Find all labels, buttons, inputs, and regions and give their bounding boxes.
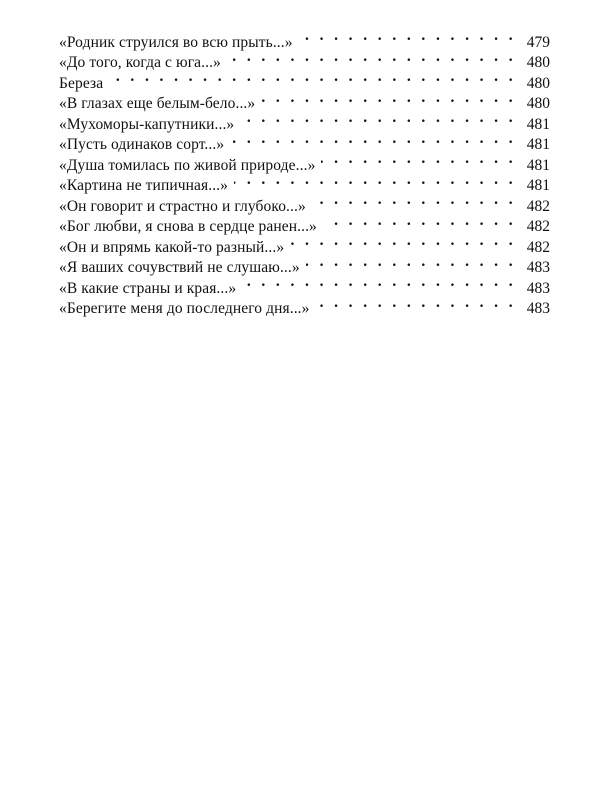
- toc-entry-page-number: 483: [526, 279, 550, 297]
- toc-entry-page-number: 481: [526, 136, 550, 153]
- dot-leader: [316, 293, 516, 314]
- toc-entry-title: «Мухоморы-капутники...»: [59, 115, 235, 133]
- toc-entry-page-number: 480: [526, 95, 550, 112]
- dot-leader: [230, 129, 516, 150]
- toc-entry-title: «Бог любви, я снова в сердце ранен...»: [59, 218, 317, 235]
- toc-entry-title: «В глазах еще белым-бело...»: [59, 95, 256, 112]
- toc-entry-title: «Он и впрямь какой-то разный...»: [59, 238, 285, 256]
- toc-entry-page-number: 481: [526, 177, 550, 194]
- toc-entry-page-number: 480: [526, 54, 550, 71]
- toc-entry-title: «Берегите меня до последнего дня...»: [59, 300, 310, 317]
- toc-entry: [59, 26, 550, 51]
- toc-entry-title: «Я ваших сочувствий не слушаю...»: [59, 259, 300, 276]
- toc-entry-title: «Картина не типичная...»: [59, 177, 229, 194]
- toc-entry-page-number: 482: [526, 238, 550, 256]
- toc-entry-page-number: 482: [526, 197, 550, 215]
- toc-entry-title: «До того, когда с юга...»: [59, 54, 221, 71]
- dot-leader: [323, 211, 516, 232]
- toc-entry-page-number: 480: [526, 74, 550, 92]
- dot-leader: [240, 108, 516, 129]
- dot-leader: [290, 231, 516, 252]
- dot-leader: [321, 149, 516, 170]
- toc-entry-page-number: 482: [526, 218, 550, 235]
- dot-leader: [312, 190, 516, 211]
- toc-entry-title: «Родник струился во всю прыть...»: [59, 33, 293, 51]
- toc-entry: [59, 67, 550, 92]
- dot-leader: [242, 272, 516, 293]
- dot-leader: [299, 26, 516, 47]
- table-of-contents-page: [59, 26, 550, 317]
- toc-entry-title: «Он говорит и страстно и глубоко...»: [59, 197, 306, 215]
- dot-leader: [234, 170, 516, 191]
- dot-leader: [227, 47, 516, 68]
- toc-entry-page-number: 481: [526, 115, 550, 133]
- toc-list: [59, 26, 550, 317]
- toc-entry-title: Береза: [59, 74, 104, 92]
- toc-entry: [59, 88, 550, 112]
- toc-entry-page-number: 479: [526, 33, 550, 51]
- toc-entry-title: «В какие страны и края...»: [59, 279, 237, 297]
- toc-entry-page-number: 481: [526, 156, 550, 174]
- dot-leader: [261, 88, 516, 109]
- toc-entry-title: «Пусть одинаков сорт...»: [59, 136, 225, 153]
- toc-entry-title: «Душа томилась по живой природе...»: [59, 156, 316, 174]
- dot-leader: [109, 67, 516, 88]
- toc-entry-page-number: 483: [526, 300, 550, 317]
- toc-entry-page-number: 483: [526, 259, 550, 276]
- dot-leader: [306, 252, 516, 273]
